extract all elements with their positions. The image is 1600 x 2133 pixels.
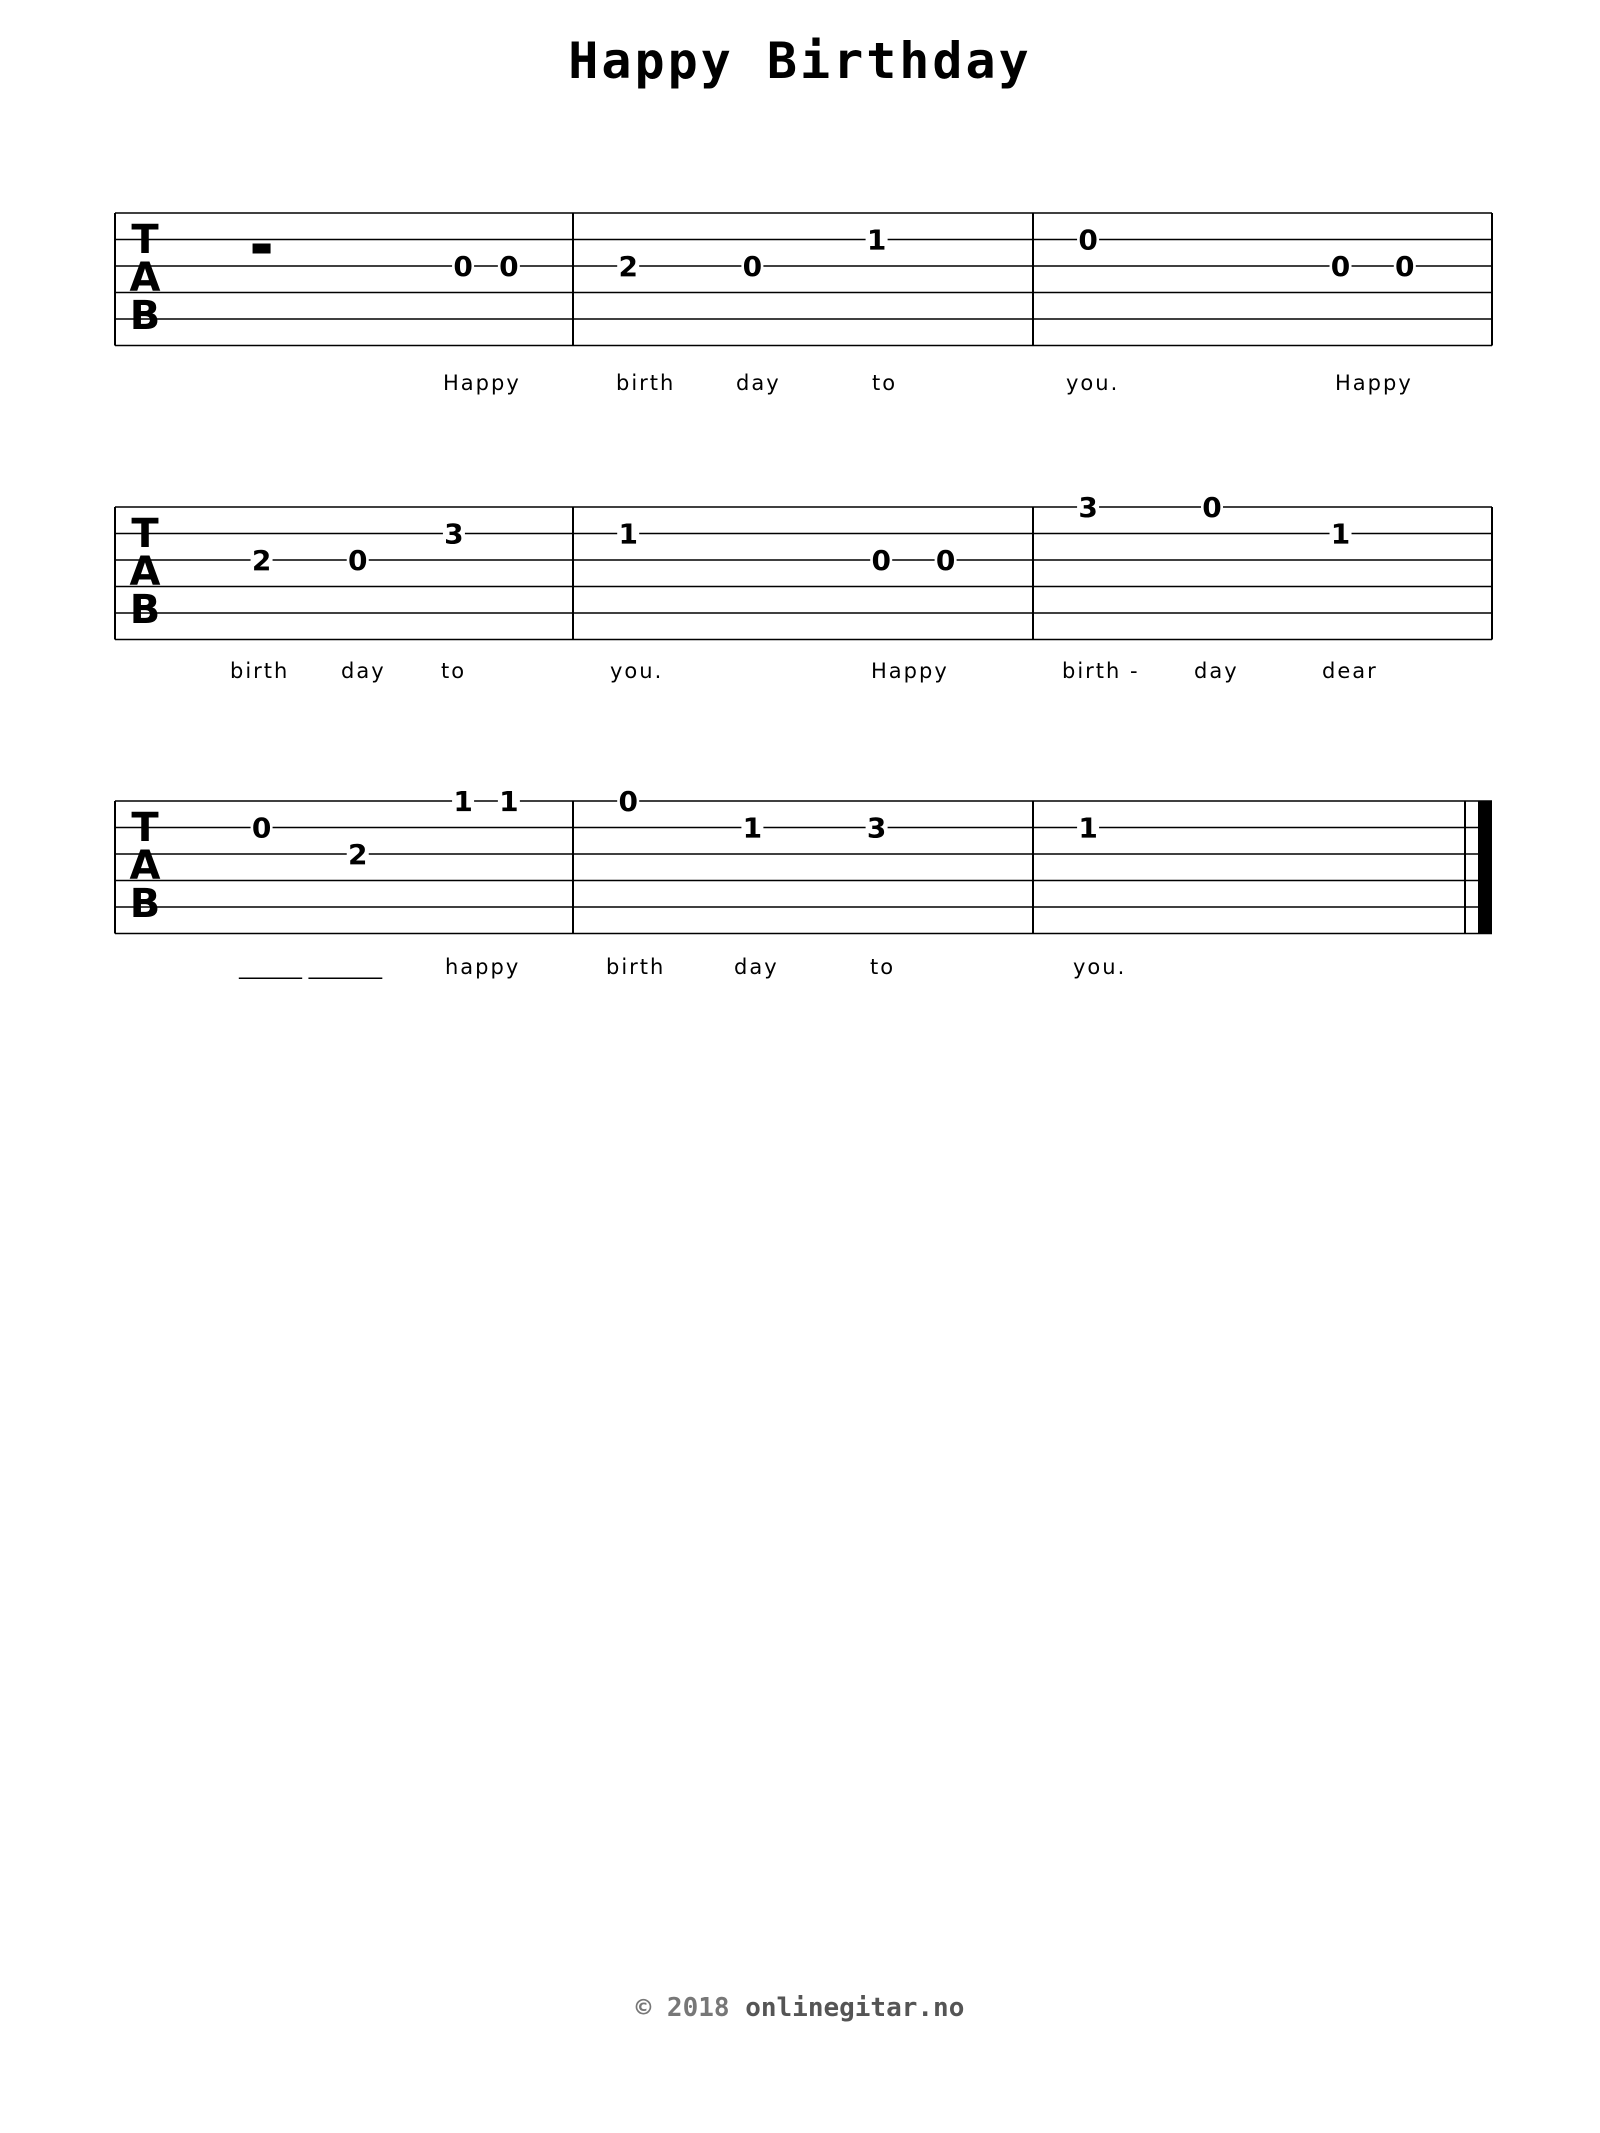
fret-number: 0 bbox=[1395, 250, 1415, 283]
fret-number: 3 bbox=[866, 811, 887, 845]
lyric: to bbox=[441, 659, 467, 683]
tab-system-2 bbox=[0, 491, 1600, 719]
lyric-melisma: ______ _______ bbox=[239, 955, 383, 979]
fret-number: 0 bbox=[251, 811, 272, 845]
fret-number: 1 bbox=[1330, 517, 1351, 551]
lyric: to bbox=[870, 955, 896, 979]
lyric: happy bbox=[445, 955, 521, 979]
lyric: day bbox=[734, 955, 779, 979]
fret-number: 0 bbox=[453, 250, 473, 283]
lyric: Happy bbox=[871, 659, 949, 683]
fret-number: 1 bbox=[453, 785, 473, 818]
tab-clef-letter: A bbox=[129, 255, 161, 301]
whole-rest bbox=[253, 244, 271, 254]
fret-number: 2 bbox=[618, 250, 638, 283]
tab-staff-1 bbox=[0, 205, 1600, 365]
fret-number: 2 bbox=[347, 838, 368, 871]
footer-copyright bbox=[0, 1993, 1600, 2023]
lyric: dear bbox=[1322, 659, 1378, 683]
tab-staff-3 bbox=[0, 785, 1600, 953]
fret-number: 0 bbox=[618, 785, 638, 818]
lyric: you. bbox=[1066, 371, 1120, 395]
copyright-text: © 2018 bbox=[635, 1993, 730, 2023]
tab-clef-letter: T bbox=[131, 217, 159, 263]
lyric: birth - bbox=[1062, 659, 1140, 683]
tab-clef-letter: B bbox=[129, 587, 161, 633]
tab-clef-letter: A bbox=[129, 549, 161, 595]
lyric: day bbox=[1194, 659, 1239, 683]
fret-number: 0 bbox=[1330, 250, 1351, 283]
fret-number: 0 bbox=[1202, 491, 1222, 524]
lyric: you. bbox=[1073, 955, 1127, 979]
brand-logo-text: onlinegitar.no bbox=[745, 1993, 965, 2023]
fret-number: 3 bbox=[1078, 491, 1098, 524]
tab-clef-letter: B bbox=[129, 881, 161, 927]
lyric: Happy bbox=[443, 371, 521, 395]
fret-number: 0 bbox=[742, 250, 763, 283]
lyric: day bbox=[736, 371, 781, 395]
final-barline bbox=[1478, 801, 1492, 934]
lyric: birth bbox=[606, 955, 666, 979]
fret-number: 0 bbox=[499, 250, 519, 283]
tab-clef-letter: T bbox=[131, 805, 159, 851]
lyric: you. bbox=[610, 659, 664, 683]
fret-number: 2 bbox=[251, 544, 272, 577]
tab-system-1 bbox=[0, 205, 1600, 425]
lyric: day bbox=[341, 659, 386, 683]
fret-number: 3 bbox=[444, 517, 464, 551]
lyric: Happy bbox=[1335, 371, 1413, 395]
tab-clef-letter: A bbox=[129, 843, 161, 889]
lyric: to bbox=[872, 371, 898, 395]
song-title: Happy Birthday bbox=[568, 32, 1032, 90]
fret-number: 0 bbox=[871, 544, 891, 577]
tab-staff-2 bbox=[0, 491, 1600, 659]
tab-system-3 bbox=[0, 785, 1600, 1013]
tab-clef-letter: B bbox=[129, 293, 161, 339]
fret-number: 0 bbox=[347, 544, 368, 577]
lyric: birth bbox=[616, 371, 676, 395]
fret-number: 1 bbox=[742, 811, 763, 845]
fret-number: 1 bbox=[499, 785, 519, 818]
fret-number: 0 bbox=[1078, 223, 1098, 257]
fret-number: 1 bbox=[1078, 811, 1098, 845]
fret-number: 0 bbox=[935, 544, 956, 577]
fret-number: 1 bbox=[866, 223, 887, 257]
tab-clef-letter: T bbox=[131, 511, 159, 557]
lyric: birth bbox=[230, 659, 290, 683]
fret-number: 1 bbox=[618, 517, 638, 551]
